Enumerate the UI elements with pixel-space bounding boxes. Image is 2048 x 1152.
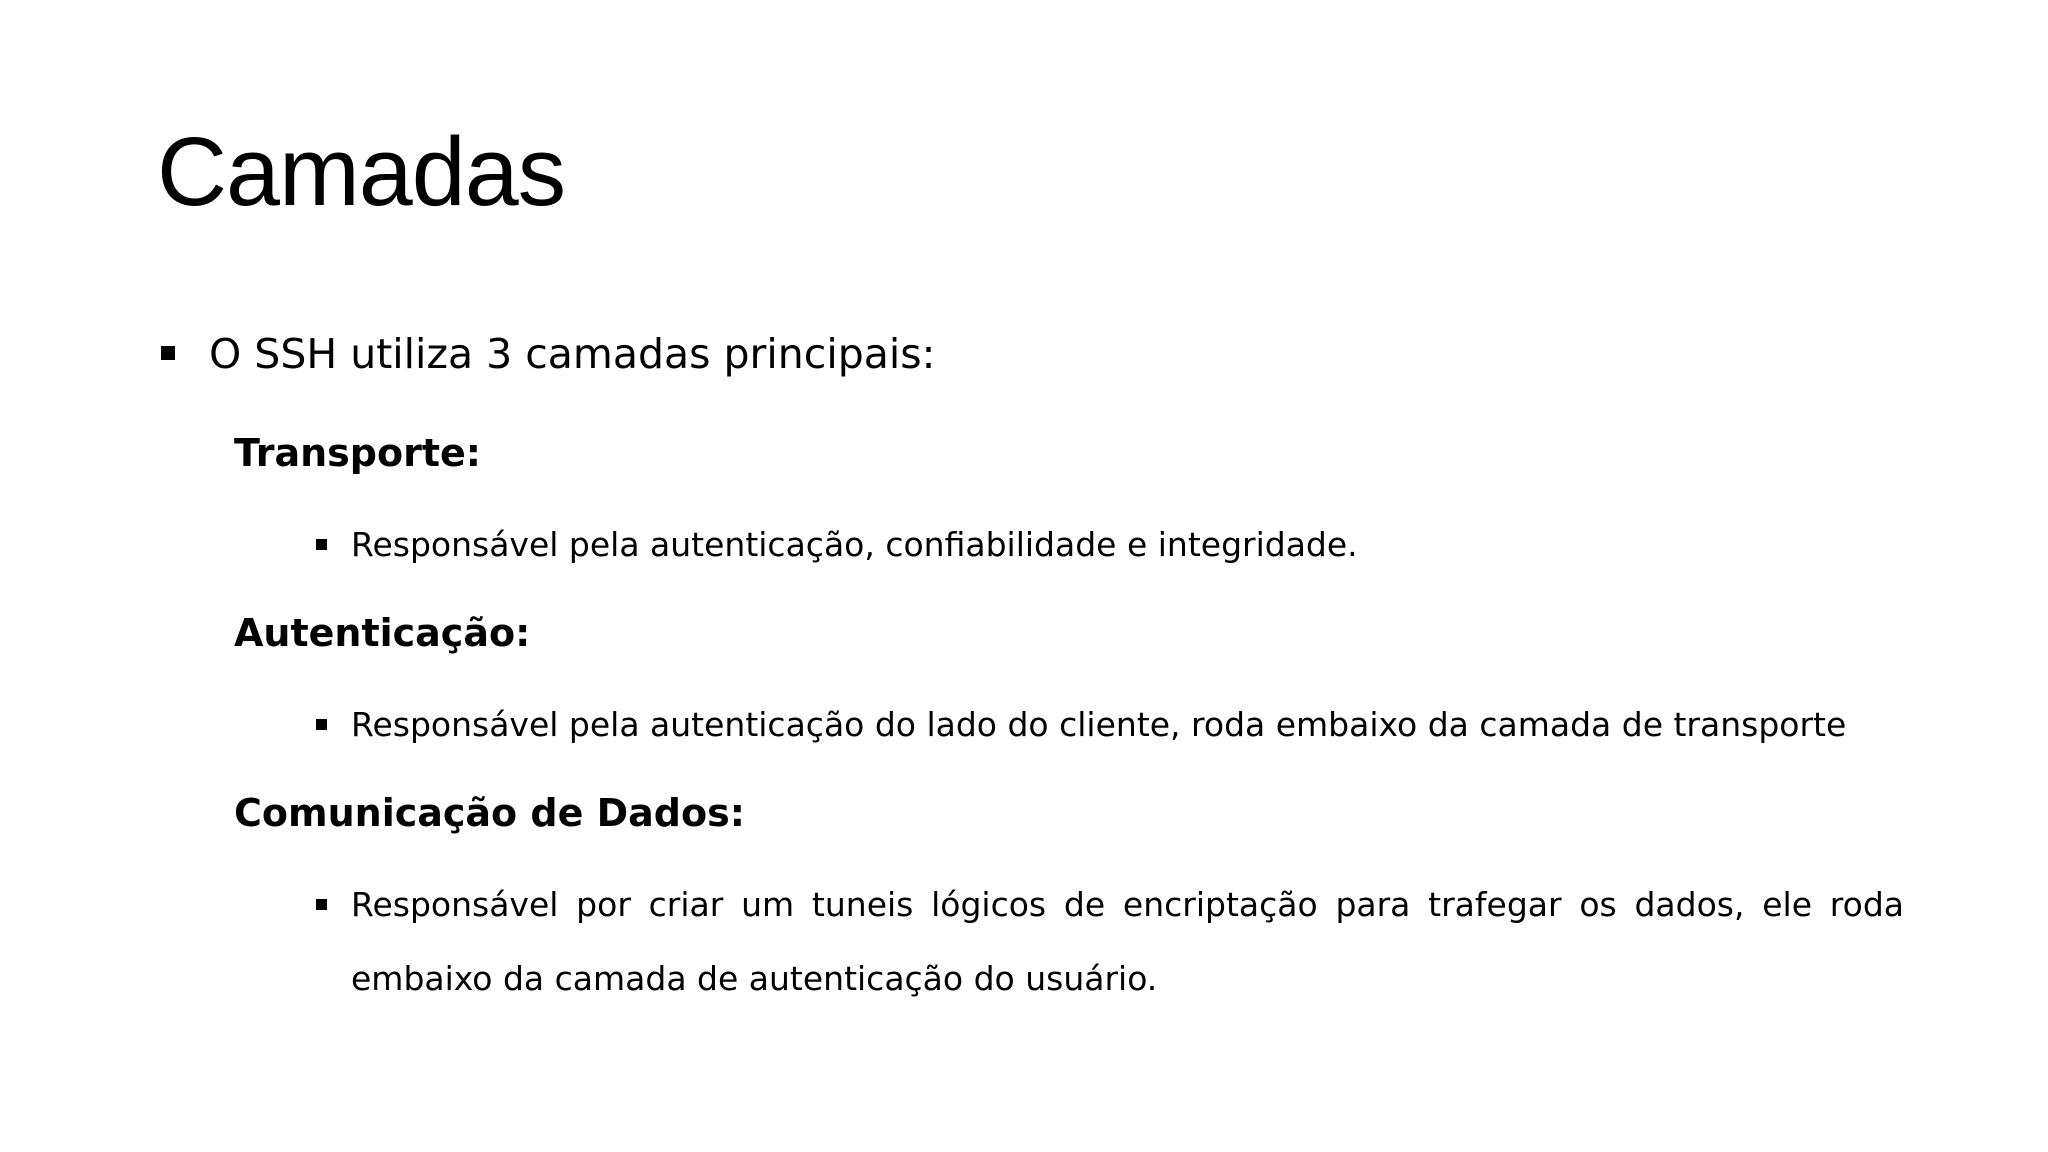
section-heading-autenticacao: Autenticação: (234, 611, 531, 655)
section-item-autenticacao (316, 688, 1846, 762)
section-item-text: Responsável pela autenticação do lado do cliente, roda embaixo da camada de transporte (351, 705, 1847, 744)
square-bullet-icon (161, 346, 175, 360)
section-item-text: Responsável por criar um tuneis lógicos de encriptação para trafegar os dados, ele roda embaixo da camada de autenticação do usuário. (351, 885, 1904, 998)
intro-text: O SSH utiliza 3 camadas principais: (209, 330, 936, 378)
section-heading-transporte: Transporte: (234, 431, 481, 475)
intro-bullet (163, 326, 935, 382)
square-bullet-icon (316, 539, 327, 550)
slide-title: Camadas (157, 117, 566, 226)
section-item-transporte (316, 508, 1358, 582)
section-item-comunicacao (316, 868, 1904, 1016)
section-heading-comunicacao: Comunicação de Dados: (234, 791, 745, 835)
section-item-text: Responsável pela autenticação, confiabilidade e integridade. (351, 525, 1358, 564)
square-bullet-icon (316, 899, 327, 910)
square-bullet-icon (316, 719, 327, 730)
